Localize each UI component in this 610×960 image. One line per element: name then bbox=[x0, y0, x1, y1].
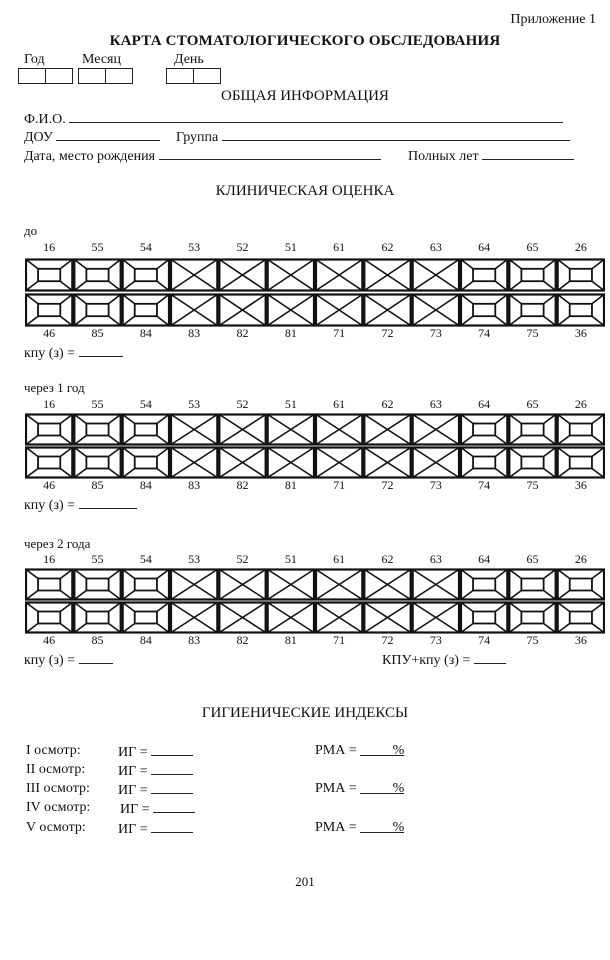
tooth-number-73: 73 bbox=[429, 478, 442, 492]
tooth-number-52: 52 bbox=[236, 552, 249, 566]
general-info-title: ОБЩАЯ ИНФОРМАЦИЯ bbox=[221, 88, 389, 104]
tooth-number-83: 83 bbox=[188, 478, 201, 492]
tooth-number-55: 55 bbox=[91, 552, 104, 566]
fio-label: Ф.И.О. bbox=[24, 112, 66, 127]
exam-3-rma[interactable] bbox=[315, 781, 404, 797]
tooth-number-46: 46 bbox=[43, 326, 56, 340]
tooth-number-64: 64 bbox=[478, 397, 491, 411]
exam-2-label: II осмотр: bbox=[26, 762, 86, 777]
block-1-kpu[interactable] bbox=[24, 344, 123, 362]
year-boxes[interactable] bbox=[18, 68, 73, 84]
block-1-upper-chart bbox=[25, 258, 605, 292]
tooth-number-81: 81 bbox=[284, 326, 297, 340]
tooth-cell-82[interactable] bbox=[219, 295, 265, 326]
ig-label: ИГ = bbox=[118, 764, 148, 779]
tooth-cell-53[interactable] bbox=[171, 570, 217, 600]
tooth-number-65: 65 bbox=[526, 397, 539, 411]
ig-label: ИГ = bbox=[118, 783, 148, 798]
block-1-lower-chart bbox=[25, 293, 605, 327]
tooth-number-75: 75 bbox=[526, 633, 539, 647]
tooth-number-54: 54 bbox=[139, 552, 152, 566]
tooth-cell-51[interactable] bbox=[268, 415, 314, 445]
tooth-cell-85[interactable] bbox=[74, 603, 120, 633]
tooth-cell-54[interactable] bbox=[123, 415, 169, 445]
birth-field[interactable] bbox=[24, 147, 381, 165]
tooth-cell-63[interactable] bbox=[413, 570, 459, 600]
kpu-label: кпу (з) = bbox=[24, 346, 76, 361]
block-3-kpu[interactable] bbox=[24, 651, 113, 669]
block-3-lower-chart bbox=[25, 601, 605, 634]
block-2-kpu[interactable] bbox=[24, 496, 137, 514]
ig-label: ИГ = bbox=[120, 802, 150, 817]
tooth-number-74: 74 bbox=[478, 478, 491, 492]
tooth-number-46: 46 bbox=[43, 633, 56, 647]
group-label: Группа bbox=[176, 130, 219, 145]
tooth-number-62: 62 bbox=[381, 240, 394, 254]
tooth-number-72: 72 bbox=[381, 326, 394, 340]
tooth-number-63: 63 bbox=[429, 552, 442, 566]
exam-5-ig[interactable] bbox=[118, 820, 193, 838]
tooth-number-82: 82 bbox=[236, 478, 249, 492]
tooth-cell-46[interactable] bbox=[26, 448, 72, 478]
tooth-number-52: 52 bbox=[236, 397, 249, 411]
block-2-upper-numbers bbox=[25, 397, 605, 413]
tooth-number-83: 83 bbox=[188, 326, 201, 340]
block-2-label: через 1 год bbox=[24, 380, 85, 395]
tooth-number-84: 84 bbox=[139, 478, 152, 492]
tooth-cell-65[interactable] bbox=[509, 260, 555, 291]
tooth-cell-46[interactable] bbox=[26, 603, 72, 633]
block-3-upper-numbers bbox=[25, 552, 605, 568]
tooth-number-74: 74 bbox=[478, 326, 491, 340]
exam-4-label: IV осмотр: bbox=[26, 800, 91, 815]
tooth-cell-61[interactable] bbox=[316, 570, 362, 600]
tooth-cell-74[interactable] bbox=[461, 448, 507, 478]
tooth-number-82: 82 bbox=[236, 326, 249, 340]
tooth-cell-36[interactable] bbox=[558, 448, 604, 478]
tooth-cell-75[interactable] bbox=[509, 295, 555, 326]
tooth-number-71: 71 bbox=[333, 633, 346, 647]
tooth-cell-73[interactable] bbox=[413, 448, 459, 478]
tooth-cell-64[interactable] bbox=[461, 570, 507, 600]
tooth-cell-62[interactable] bbox=[364, 415, 410, 445]
ig-label: ИГ = bbox=[118, 822, 148, 837]
tooth-cell-83[interactable] bbox=[171, 295, 217, 326]
exam-1-ig[interactable] bbox=[118, 743, 193, 761]
tooth-number-71: 71 bbox=[333, 478, 346, 492]
month-boxes[interactable] bbox=[78, 68, 133, 84]
month-label: Месяц bbox=[82, 52, 121, 67]
percent-sign: % bbox=[392, 820, 405, 835]
tooth-cell-16[interactable] bbox=[26, 415, 72, 445]
clinical-title: КЛИНИЧЕСКАЯ ОЦЕНКА bbox=[215, 183, 395, 199]
tooth-cell-16[interactable] bbox=[26, 260, 72, 291]
tooth-cell-83[interactable] bbox=[171, 603, 217, 633]
tooth-number-46: 46 bbox=[43, 478, 56, 492]
rma-label: РМА = bbox=[315, 820, 357, 835]
tooth-number-51: 51 bbox=[284, 552, 297, 566]
tooth-cell-51[interactable] bbox=[268, 570, 314, 600]
dou-field[interactable] bbox=[24, 128, 160, 146]
tooth-number-36: 36 bbox=[574, 478, 587, 492]
tooth-cell-82[interactable] bbox=[219, 603, 265, 633]
exam-5-rma[interactable] bbox=[315, 820, 404, 836]
tooth-number-71: 71 bbox=[333, 326, 346, 340]
tooth-cell-72[interactable] bbox=[364, 295, 410, 326]
percent-sign: % bbox=[392, 781, 405, 796]
hygiene-title: ГИГИЕНИЧЕСКИЕ ИНДЕКСЫ bbox=[201, 705, 409, 721]
tooth-number-54: 54 bbox=[139, 240, 152, 254]
fio-field[interactable] bbox=[24, 110, 563, 128]
tooth-number-55: 55 bbox=[91, 240, 104, 254]
tooth-cell-84[interactable] bbox=[123, 295, 169, 326]
tooth-cell-84[interactable] bbox=[123, 448, 169, 478]
tooth-number-53: 53 bbox=[188, 397, 201, 411]
tooth-number-62: 62 bbox=[381, 552, 394, 566]
tooth-number-61: 61 bbox=[333, 240, 346, 254]
tooth-cell-81[interactable] bbox=[268, 295, 314, 326]
tooth-number-85: 85 bbox=[91, 326, 104, 340]
tooth-cell-26[interactable] bbox=[558, 415, 604, 445]
tooth-cell-73[interactable] bbox=[413, 295, 459, 326]
tooth-number-52: 52 bbox=[236, 240, 249, 254]
tooth-cell-82[interactable] bbox=[219, 448, 265, 478]
tooth-number-54: 54 bbox=[139, 397, 152, 411]
tooth-number-85: 85 bbox=[91, 633, 104, 647]
exam-2-ig[interactable] bbox=[118, 762, 193, 780]
tooth-number-62: 62 bbox=[381, 397, 394, 411]
tooth-cell-46[interactable] bbox=[26, 295, 72, 326]
full-years-field[interactable] bbox=[408, 147, 574, 165]
tooth-number-65: 65 bbox=[526, 240, 539, 254]
tooth-cell-61[interactable] bbox=[316, 415, 362, 445]
tooth-cell-54[interactable] bbox=[123, 570, 169, 600]
tooth-number-74: 74 bbox=[478, 633, 491, 647]
tooth-cell-63[interactable] bbox=[413, 415, 459, 445]
tooth-cell-61[interactable] bbox=[316, 260, 362, 291]
tooth-cell-81[interactable] bbox=[268, 603, 314, 633]
tooth-number-72: 72 bbox=[381, 478, 394, 492]
tooth-number-61: 61 bbox=[333, 552, 346, 566]
block-3-upper-chart bbox=[25, 568, 605, 601]
kpu-total-label: КПУ+кпу (з) = bbox=[382, 653, 471, 668]
tooth-number-75: 75 bbox=[526, 478, 539, 492]
exam-1-rma[interactable] bbox=[315, 743, 404, 759]
tooth-cell-16[interactable] bbox=[26, 570, 72, 600]
dou-label: ДОУ bbox=[24, 130, 53, 145]
tooth-cell-26[interactable] bbox=[558, 570, 604, 600]
tooth-number-36: 36 bbox=[574, 633, 587, 647]
tooth-cell-54[interactable] bbox=[123, 260, 169, 291]
tooth-cell-55[interactable] bbox=[74, 415, 120, 445]
tooth-number-51: 51 bbox=[284, 397, 297, 411]
tooth-number-75: 75 bbox=[526, 326, 539, 340]
block-2-lower-chart bbox=[25, 446, 605, 479]
tooth-cell-52[interactable] bbox=[219, 570, 265, 600]
tooth-number-84: 84 bbox=[139, 633, 152, 647]
tooth-number-64: 64 bbox=[478, 240, 491, 254]
full-years-label: Полных лет bbox=[408, 149, 479, 164]
exam-3-ig[interactable] bbox=[118, 781, 193, 799]
tooth-number-16: 16 bbox=[43, 397, 56, 411]
tooth-number-73: 73 bbox=[429, 326, 442, 340]
page-title: КАРТА СТОМАТОЛОГИЧЕСКОГО ОБСЛЕДОВАНИЯ bbox=[109, 33, 501, 49]
kpu-total-field[interactable] bbox=[382, 651, 506, 669]
tooth-number-51: 51 bbox=[284, 240, 297, 254]
tooth-cell-84[interactable] bbox=[123, 603, 169, 633]
tooth-number-63: 63 bbox=[429, 240, 442, 254]
kpu-label: кпу (з) = bbox=[24, 653, 76, 668]
tooth-cell-36[interactable] bbox=[558, 295, 604, 326]
tooth-cell-36[interactable] bbox=[558, 603, 604, 633]
tooth-cell-51[interactable] bbox=[268, 260, 314, 291]
tooth-number-84: 84 bbox=[139, 326, 152, 340]
tooth-number-63: 63 bbox=[429, 397, 442, 411]
tooth-number-61: 61 bbox=[333, 397, 346, 411]
tooth-number-26: 26 bbox=[574, 240, 587, 254]
tooth-cell-81[interactable] bbox=[268, 448, 314, 478]
rma-label: РМА = bbox=[315, 743, 357, 758]
tooth-cell-52[interactable] bbox=[219, 260, 265, 291]
tooth-number-26: 26 bbox=[574, 552, 587, 566]
exam-5-label: V осмотр: bbox=[26, 820, 86, 835]
tooth-number-73: 73 bbox=[429, 633, 442, 647]
day-label: День bbox=[174, 52, 204, 67]
tooth-cell-73[interactable] bbox=[413, 603, 459, 633]
tooth-number-36: 36 bbox=[574, 326, 587, 340]
tooth-cell-64[interactable] bbox=[461, 260, 507, 291]
tooth-number-65: 65 bbox=[526, 552, 539, 566]
tooth-cell-55[interactable] bbox=[74, 260, 120, 291]
exam-3-label: III осмотр: bbox=[26, 781, 90, 796]
block-1-label: до bbox=[24, 223, 38, 238]
year-label: Год bbox=[24, 52, 45, 67]
tooth-cell-65[interactable] bbox=[509, 570, 555, 600]
tooth-cell-72[interactable] bbox=[364, 448, 410, 478]
block-3-label: через 2 года bbox=[24, 536, 91, 551]
tooth-cell-85[interactable] bbox=[74, 448, 120, 478]
exam-4-ig[interactable] bbox=[120, 800, 195, 818]
tooth-cell-62[interactable] bbox=[364, 260, 410, 291]
block-1-lower-numbers bbox=[25, 326, 605, 342]
tooth-cell-63[interactable] bbox=[413, 260, 459, 291]
tooth-number-81: 81 bbox=[284, 633, 297, 647]
rma-label: РМА = bbox=[315, 781, 357, 796]
tooth-cell-72[interactable] bbox=[364, 603, 410, 633]
block-1-upper-numbers bbox=[25, 240, 605, 256]
tooth-cell-53[interactable] bbox=[171, 415, 217, 445]
tooth-number-72: 72 bbox=[381, 633, 394, 647]
group-field[interactable] bbox=[176, 128, 570, 146]
ig-label: ИГ = bbox=[118, 745, 148, 760]
tooth-number-85: 85 bbox=[91, 478, 104, 492]
tooth-number-55: 55 bbox=[91, 397, 104, 411]
exam-1-label: I осмотр: bbox=[26, 743, 81, 758]
tooth-number-16: 16 bbox=[43, 552, 56, 566]
tooth-cell-75[interactable] bbox=[509, 603, 555, 633]
tooth-cell-85[interactable] bbox=[74, 295, 120, 326]
tooth-number-53: 53 bbox=[188, 552, 201, 566]
page-number: 201 bbox=[295, 874, 315, 889]
tooth-cell-62[interactable] bbox=[364, 570, 410, 600]
tooth-cell-65[interactable] bbox=[509, 415, 555, 445]
birth-label: Дата, место рождения bbox=[24, 149, 156, 164]
appendix-label: Приложение 1 bbox=[510, 12, 596, 27]
tooth-cell-64[interactable] bbox=[461, 415, 507, 445]
kpu-label: кпу (з) = bbox=[24, 498, 76, 513]
tooth-number-26: 26 bbox=[574, 397, 587, 411]
tooth-cell-55[interactable] bbox=[74, 570, 120, 600]
tooth-number-82: 82 bbox=[236, 633, 249, 647]
tooth-number-83: 83 bbox=[188, 633, 201, 647]
tooth-cell-71[interactable] bbox=[316, 295, 362, 326]
day-boxes[interactable] bbox=[166, 68, 221, 84]
tooth-cell-83[interactable] bbox=[171, 448, 217, 478]
block-2-upper-chart bbox=[25, 413, 605, 446]
tooth-number-16: 16 bbox=[43, 240, 56, 254]
tooth-cell-26[interactable] bbox=[558, 260, 604, 291]
tooth-cell-75[interactable] bbox=[509, 448, 555, 478]
tooth-number-81: 81 bbox=[284, 478, 297, 492]
tooth-cell-74[interactable] bbox=[461, 295, 507, 326]
block-3-lower-numbers bbox=[25, 633, 605, 649]
tooth-cell-71[interactable] bbox=[316, 448, 362, 478]
tooth-cell-52[interactable] bbox=[219, 415, 265, 445]
percent-sign: % bbox=[392, 743, 405, 758]
block-2-lower-numbers bbox=[25, 478, 605, 494]
tooth-cell-71[interactable] bbox=[316, 603, 362, 633]
tooth-number-53: 53 bbox=[188, 240, 201, 254]
tooth-number-64: 64 bbox=[478, 552, 491, 566]
tooth-cell-53[interactable] bbox=[171, 260, 217, 291]
tooth-cell-74[interactable] bbox=[461, 603, 507, 633]
